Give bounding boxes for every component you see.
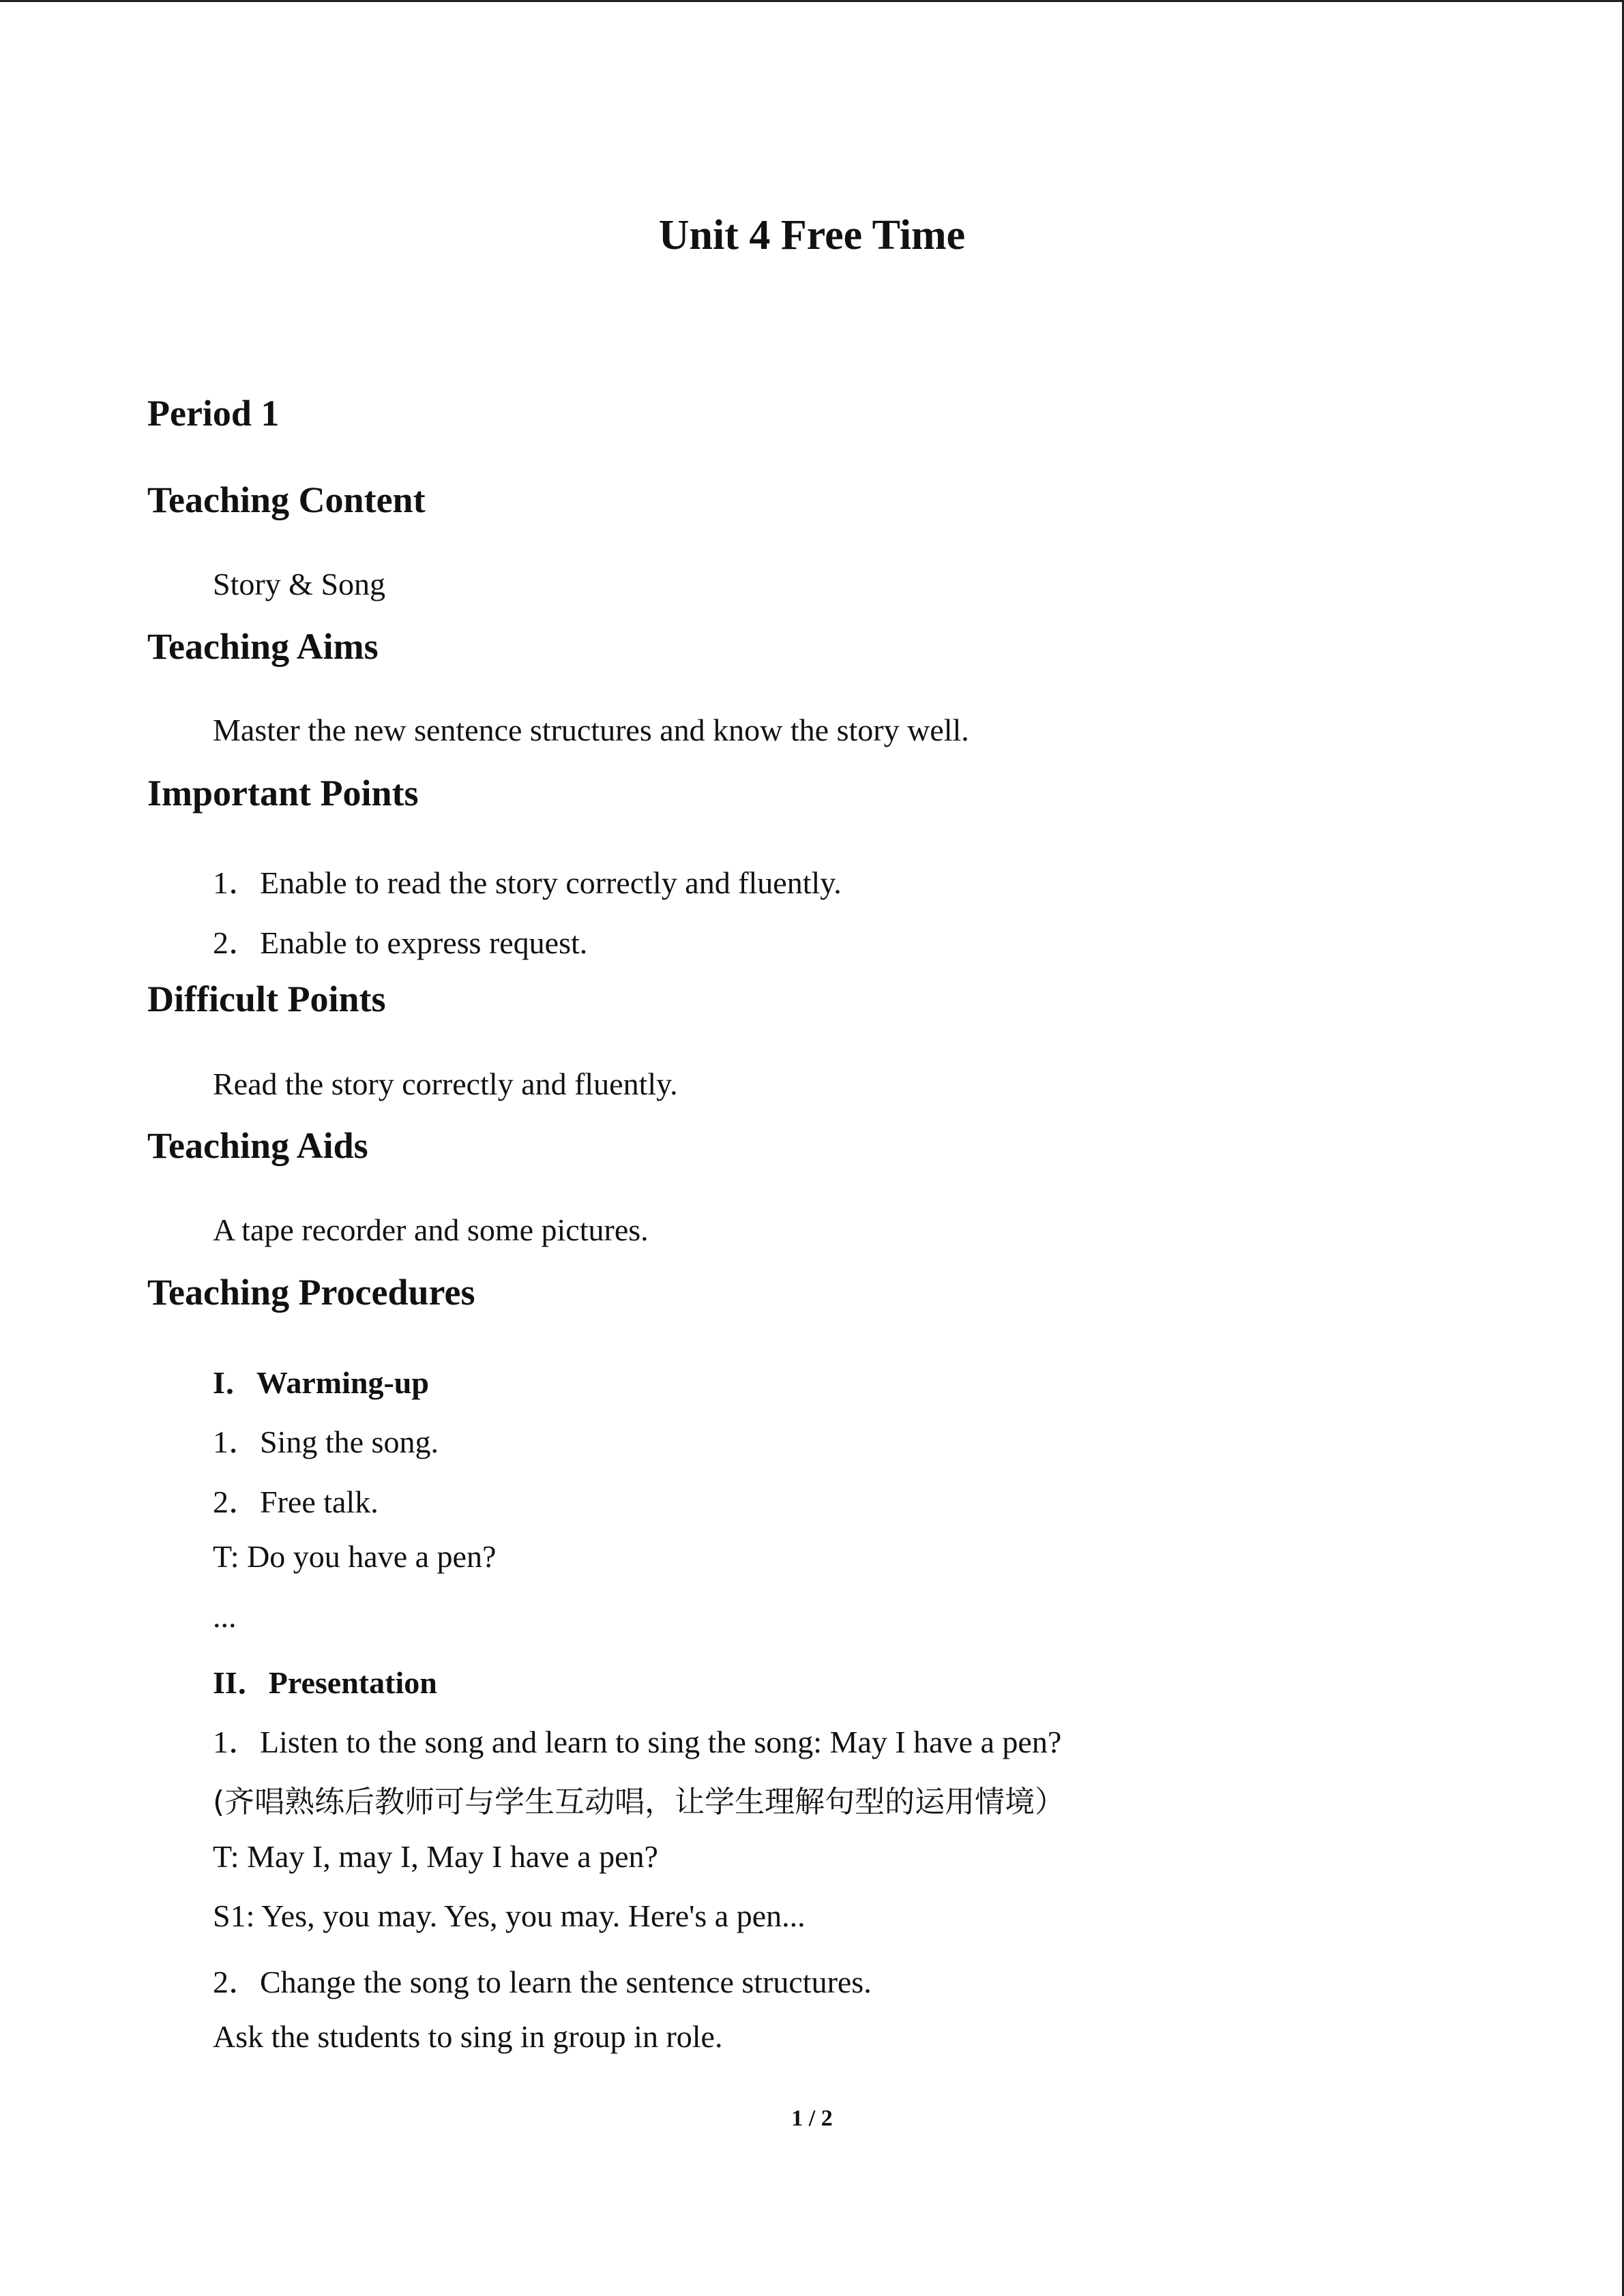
procedure-line: S1: Yes, you may. Yes, you may. Here's a pen...: [213, 1898, 806, 1933]
teaching-aims-text: Master the new sentence structures and know the story well.: [213, 713, 969, 747]
procedure-line: 1．Sing the song.: [213, 1425, 439, 1459]
procedure-line: ...: [213, 1599, 237, 1634]
teaching-content-text: Story & Song: [213, 567, 386, 601]
procedure-line-chinese-note: (齐唱熟练后教师可与学生互动唱，让学生理解句型的运用情境）: [213, 1785, 1065, 1819]
document-title: Unit 4 Free Time: [658, 212, 966, 258]
difficult-points-heading: Difficult Points: [147, 979, 386, 1019]
presentation-heading: II．Presentation: [213, 1665, 437, 1700]
important-point-item: 2．Enable to express request.: [213, 925, 588, 960]
page-number: 1 / 2: [791, 2106, 833, 2131]
period-heading: Period 1: [147, 393, 280, 434]
teaching-procedures-heading: Teaching Procedures: [147, 1272, 475, 1313]
teaching-aims-heading: Teaching Aims: [147, 626, 379, 667]
important-point-item: 1．Enable to read the story correctly and fluently.: [213, 865, 842, 900]
warming-up-heading: I．Warming-up: [213, 1365, 429, 1400]
procedure-line: 2．Free talk.: [213, 1485, 379, 1519]
important-points-heading: Important Points: [147, 773, 419, 814]
procedure-line: 2．Change the song to learn the sentence structures.: [213, 1965, 872, 1999]
teaching-aids-heading: Teaching Aids: [147, 1125, 368, 1166]
difficult-points-text: Read the story correctly and fluently.: [213, 1067, 678, 1101]
procedure-line: T: Do you have a pen?: [213, 1539, 497, 1574]
page-border-top: [0, 0, 1624, 2]
teaching-aids-text: A tape recorder and some pictures.: [213, 1212, 649, 1247]
procedure-line: T: May I, may I, May I have a pen?: [213, 1839, 658, 1874]
teaching-content-heading: Teaching Content: [147, 479, 426, 520]
procedure-line: Ask the students to sing in group in role.: [213, 2019, 723, 2054]
procedure-line: 1．Listen to the song and learn to sing the song: May I have a pen?: [213, 1725, 1062, 1759]
